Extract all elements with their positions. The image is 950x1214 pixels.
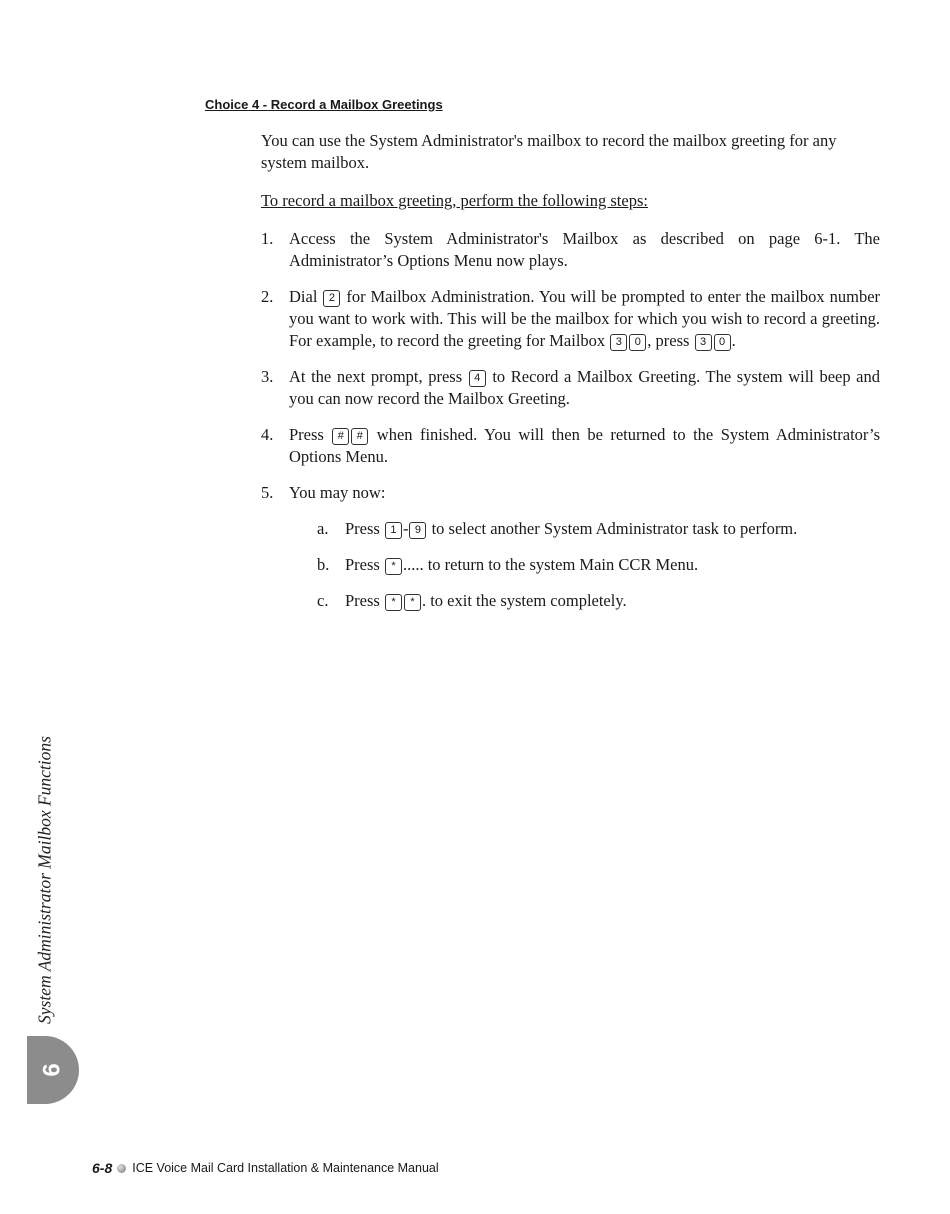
step-number: 1. [261,229,274,248]
sub-step-text: Press [345,591,380,610]
sub-step-letter: a. [317,519,329,538]
step-text: At the next prompt, press [289,367,463,386]
section-heading: Choice 4 - Record a Mailbox Greetings [205,97,443,112]
key-star-icon: * [385,594,402,611]
step-1 [261,228,880,272]
sub-step-letter: c. [317,591,329,610]
page-number: 6-8 [92,1160,113,1176]
step-text: Access the System Administrator's Mailbox as described on page 6-1. The Administrator’s Options Menu now plays. [289,229,880,270]
range-separator: - [402,519,409,538]
key-3-icon: 3 [695,334,712,351]
sub-step-text: . to exit the system completely. [421,591,627,610]
step-text: Dial [289,287,318,306]
sub-step-b [317,554,880,576]
step-text: for Mailbox Administration. You will be prompted to enter the mailbox number you want to work with. This will be the mailbox for which you wish to record a greeting. For example, to record the greeting for Mailbox [289,287,881,350]
key-0-icon: 0 [714,334,731,351]
sub-steps-list [317,518,880,612]
page-footer [92,1160,439,1176]
manual-title: ICE Voice Mail Card Installation & Maintenance Manual [132,1161,439,1175]
key-pound-icon: # [332,428,349,445]
step-text: , press [647,331,690,350]
step-number: 2. [261,287,274,306]
key-4-icon: 4 [469,370,486,387]
key-9-icon: 9 [409,522,426,539]
step-3 [261,366,880,410]
key-3-icon: 3 [610,334,627,351]
steps-list [261,228,880,612]
sub-step-a [317,518,880,540]
sub-step-c [317,590,880,612]
step-text: when finished. You will then be returned to the System Administrator’s Options Menu. [289,425,881,466]
section-body [261,130,880,626]
key-0-icon: 0 [629,334,646,351]
bullet-icon [117,1164,126,1173]
step-text: Press [289,425,324,444]
sub-step-text: to select another System Administrator task to perform. [431,519,798,538]
step-text: to Record a Mailbox Greeting. The system will beep and you can now record the Mailbox Greeting. [289,367,881,408]
chapter-side-title: System Administrator Mailbox Functions [34,736,55,1024]
sub-step-text: Press [345,519,380,538]
step-number: 3. [261,367,274,386]
step-number: 4. [261,425,274,444]
key-1-icon: 1 [385,522,402,539]
step-text: You may now: [289,483,386,502]
key-2-icon: 2 [323,290,340,307]
step-2 [261,286,880,352]
step-number: 5. [261,483,274,502]
sub-step-text: Press [345,555,380,574]
step-text: . [731,331,736,350]
sub-step-letter: b. [317,555,330,574]
key-pound-icon: # [351,428,368,445]
chapter-number: 6 [38,1063,66,1077]
key-star-icon: * [404,594,421,611]
step-5 [261,482,880,612]
key-star-icon: * [385,558,402,575]
intro-paragraph: You can use the System Administrator's mailbox to record the mailbox greeting for any system mailbox. [261,131,837,172]
procedure-title: To record a mailbox greeting, perform the following steps: [261,191,648,210]
chapter-tab [27,1036,79,1104]
sub-step-text: ..... to return to the system Main CCR Menu. [402,555,699,574]
step-4 [261,424,880,468]
